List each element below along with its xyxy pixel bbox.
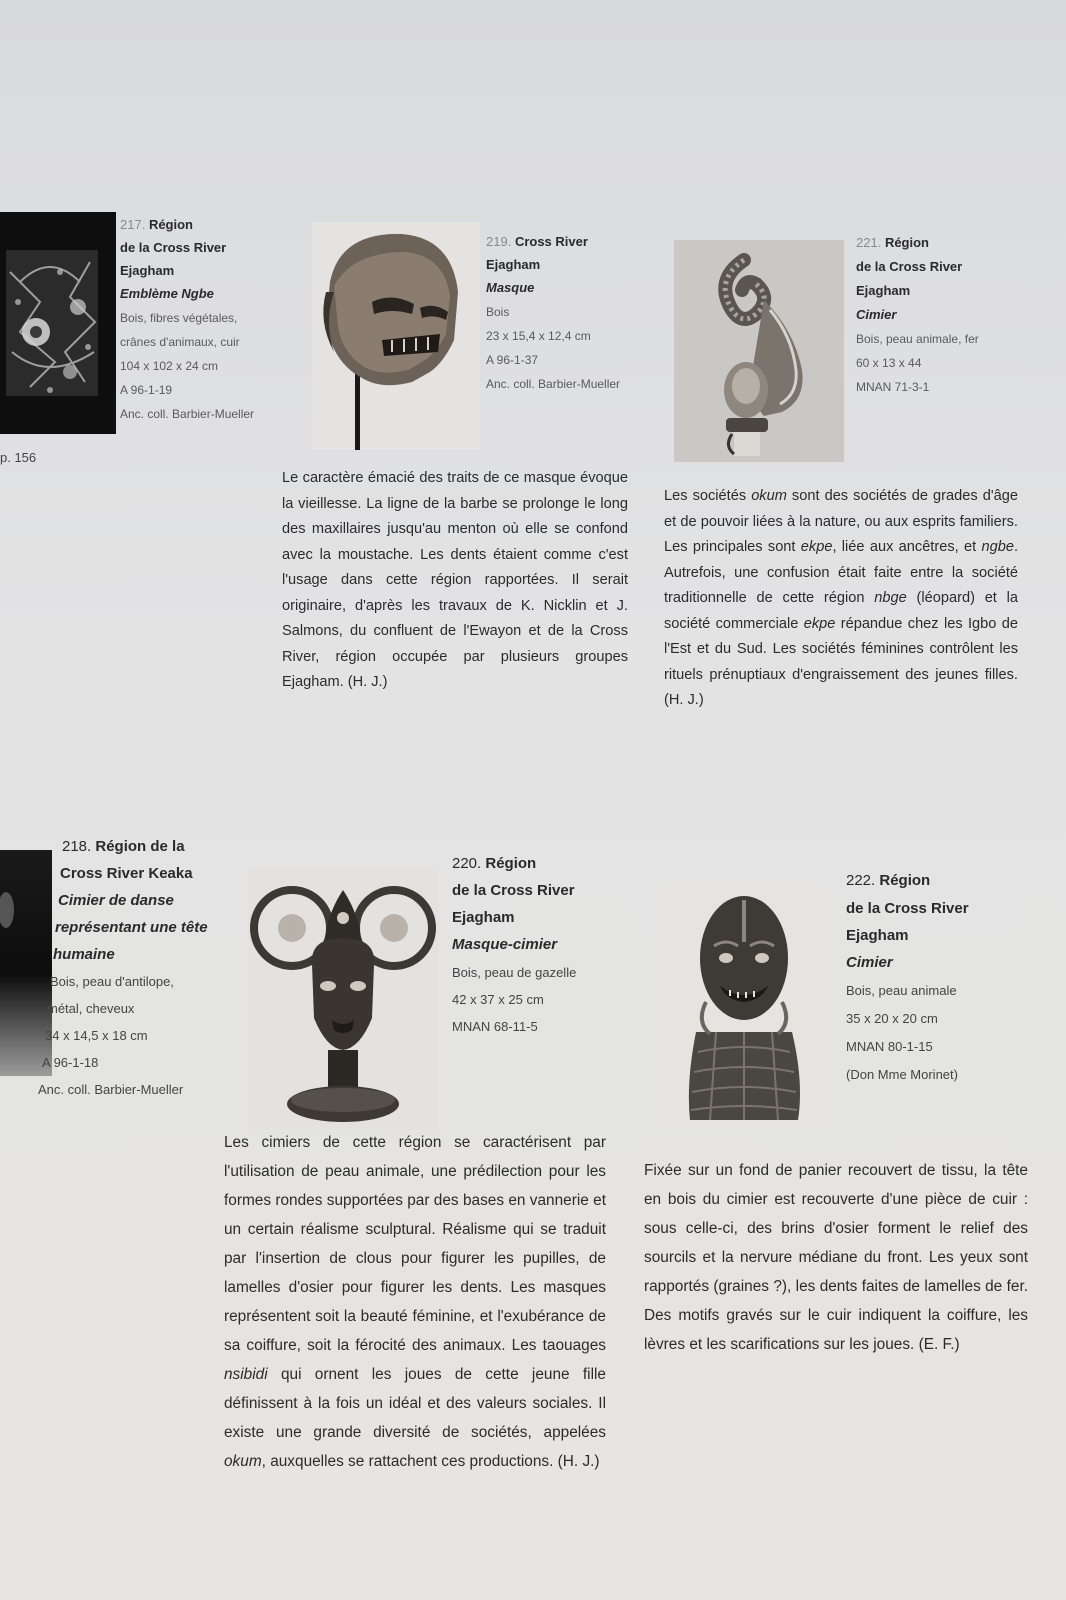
photo-217-ngbe-emblem	[0, 212, 116, 434]
people-line: Ejagham	[486, 257, 541, 272]
object-name: Masque	[486, 280, 535, 295]
people-line: Ejagham	[856, 283, 911, 298]
collection: Anc. coll. Barbier-Mueller	[486, 377, 621, 391]
photo-221-crest	[674, 240, 844, 462]
item-number-217: 217.	[120, 217, 146, 232]
inventory-number: A 96-1-37	[486, 353, 539, 367]
description-219	[282, 466, 628, 696]
description-222	[644, 1156, 1028, 1359]
materials-line: Bois	[486, 305, 510, 319]
materials-line: Bois, peau d'antilope,	[50, 974, 174, 989]
item-number-218: 218.	[62, 838, 92, 855]
item-number-221: 221.	[856, 235, 882, 250]
photo-220-mask-crest	[248, 868, 438, 1130]
donor: (Don Mme Morinet)	[846, 1067, 958, 1082]
page-reference: p. 156	[0, 450, 37, 465]
inventory-number: A 96-1-19	[120, 383, 173, 397]
description-221	[664, 484, 1018, 714]
caption-217	[120, 213, 254, 426]
description-text: Les cimiers de cette région se caractérisent par l'utilisation de peau animale, une prédilection pour les formes rondes supportées par des bases en vannerie et un certain réalisme sculptural. Réalisme qui se traduit par l'insertion de clous pour figurer les pupilles, de lamelles d'osier pour figurer les dents. Les masques représentent soit la beauté féminine, et l'exubérance de sa coiffure, soit la férocité des animaux. Les taouages nsibidi qui ornent les joues de cette jeune fille définissent à la fois un idéal et des valeurs sociales. Il existe une grande diversité de sociétés, appelées okum, auxquelles se rattachent ces productions. (H. J.)	[224, 1134, 606, 1470]
description-text: Fixée sur un fond de panier recouvert de tissu, la tête en bois du cimier est recouverte d'une pièce de cuir : sous celle-ci, des brins d'osier forment le relief des sourcils et la nervure médiane du front. Les yeux sont rapportés (graines ?), les dents faites de lamelles de fer. Des motifs gravés sur le cuir indiquent la coiffure, les lèvres et les scarifications sur les joues. (E. F.)	[644, 1162, 1028, 1353]
object-name: Emblème Ngbe	[120, 286, 214, 301]
region-line: de la Cross River	[856, 259, 963, 274]
materials-line: crânes d'animaux, cuir	[120, 335, 240, 349]
region-line: de la Cross River	[452, 882, 575, 899]
people-line: Ejagham	[846, 927, 909, 944]
region-line: de la Cross River	[120, 240, 227, 255]
region-line: Région	[485, 855, 537, 872]
object-name: Cimier de danse	[58, 892, 174, 909]
object-name: Masque-cimier	[452, 936, 558, 953]
inventory-number: MNAN 71-3-1	[856, 380, 930, 394]
caption-221	[856, 231, 979, 399]
dimensions: 35 x 20 x 20 cm	[846, 1011, 938, 1026]
materials-line: Bois, peau animale	[846, 983, 957, 998]
caption-219	[486, 230, 620, 396]
object-name: Cimier	[846, 954, 893, 971]
dimensions: 34 x 14,5 x 18 cm	[45, 1028, 148, 1043]
materials-line: métal, cheveux	[47, 1001, 135, 1016]
item-number-222: 222.	[846, 872, 876, 889]
region-line: Région	[879, 872, 931, 889]
photo-222-head-crest	[666, 882, 822, 1128]
object-name: représentant une tête	[55, 919, 208, 936]
collection: Anc. coll. Barbier-Mueller	[38, 1082, 184, 1097]
dimensions: 42 x 37 x 25 cm	[452, 992, 544, 1007]
object-name: humaine	[53, 946, 115, 963]
inventory-number: MNAN 68-11-5	[452, 1019, 538, 1034]
region-line: Cross River Keaka	[60, 865, 193, 882]
inventory-number: A 96-1-18	[42, 1055, 99, 1070]
item-number-220: 220.	[452, 855, 482, 872]
inventory-number: MNAN 80-1-15	[846, 1039, 933, 1054]
region-line: Cross River	[514, 234, 588, 249]
caption-218	[38, 834, 208, 1103]
caption-222	[846, 866, 969, 1089]
object-name: Cimier	[856, 307, 897, 322]
collection: Anc. coll. Barbier-Mueller	[120, 407, 255, 421]
caption-220	[452, 850, 576, 1040]
region-line: Région de la	[95, 838, 185, 855]
people-line: Ejagham	[452, 909, 515, 926]
description-text: Le caractère émacié des traits de ce masque évoque la vieillesse. La ligne de la barbe se prolonge le long des maxillaires jusqu'au menton où elle se confond avec la moustache. Les dents étaient comme c'est l'usage dans cette région rapportées. Il serait originaire, d'après les travaux de K. Nicklin et J. Salmons, du confluent de l'Ewayon et de la Cross River, région occupée par plusieurs groupes Ejagham. (H. J.)	[282, 470, 628, 690]
description-text: Les sociétés okum sont des sociétés de grades d'âge et de pouvoir liées à la nature, ou aux esprits familiers. Les principales sont ekpe, liée aux ancêtres, et ngbe. Autrefois, une confusion était faite entre la société traditionnelle de cette région nbge (léopard) et la société commerciale ekpe répandue chez les Igbo de l'Est et du Sud. Les sociétés féminines contrôlent les rituels prénuptiaux d'engraissement des jeunes filles. (H. J.)	[664, 488, 1018, 708]
dimensions: 104 x 102 x 24 cm	[120, 359, 219, 373]
region-line: Région	[148, 217, 193, 232]
region-line: Région	[884, 235, 929, 250]
materials-line: Bois, fibres végétales,	[120, 311, 238, 325]
people-line: Ejagham	[120, 263, 175, 278]
item-number-219: 219.	[486, 234, 512, 249]
dimensions: 23 x 15,4 x 12,4 cm	[486, 329, 591, 343]
materials-line: Bois, peau de gazelle	[452, 965, 577, 980]
materials-line: Bois, peau animale, fer	[856, 332, 979, 346]
photo-219-mask	[312, 222, 480, 450]
region-line: de la Cross River	[846, 900, 969, 917]
description-220	[224, 1128, 606, 1476]
dimensions: 60 x 13 x 44	[856, 356, 922, 370]
